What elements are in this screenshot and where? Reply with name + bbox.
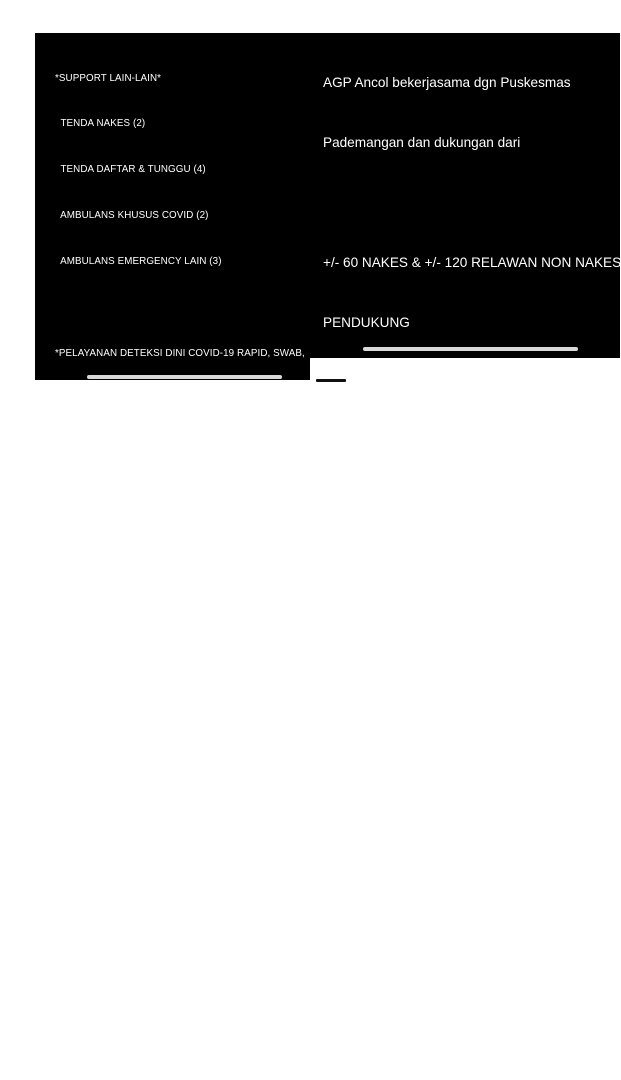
text-line: +/- 21.277 ORG (UPDATE 13JUNI) (55, 1036, 212, 1048)
text-line: PCR & YANKES LAIN* (55, 393, 157, 405)
text-line: +/- 60 NAKES & +/- 120 RELAWAN NON NAKES (323, 255, 621, 270)
text-line: PROGRAM PEMERINTAH, BERSAMA PUSKESMAS (55, 760, 293, 772)
right-screenshot-panel (310, 33, 621, 990)
text-line: TENDA RONTGEN XRAY (323, 615, 488, 630)
text-line: AGP Ancol bekerjasama dgn Puskesmas (323, 75, 571, 90)
right-note-text (323, 33, 621, 1033)
text-line: *PELAYANAN DETEKSI DINI COVID-19 RAPID, SWAB, (55, 347, 305, 359)
text-line: FASILITAS (323, 435, 390, 450)
text-line: PENDUKUNG (323, 315, 410, 330)
left-note-text (55, 40, 306, 1080)
text-line: CONFIRMED COVID-19* (55, 577, 168, 589)
text-line: DR 1453 ORG, SEMBUH +/- 1004 ORG (55, 623, 234, 635)
text-line: *AREA TREATMENT ISOLASI RANAP* (323, 795, 563, 810)
home-indicator[interactable] (363, 347, 578, 351)
text-line: TENDA PENGAMBILAN SWAB/RTK (323, 555, 556, 570)
text-line: PADEMANGAN* (55, 806, 129, 818)
text-line: TENDA DAFTAR & TUNGGU (4) (55, 164, 206, 176)
text-line (55, 897, 306, 912)
text-line: AMBULANS EMERGENCY LAIN (3) (55, 256, 222, 268)
text-line: SENTRA MAG* (55, 990, 125, 1002)
text-line (323, 373, 621, 393)
text-line: *AREA SKRINING & DETEKSI COVID-19* (323, 495, 581, 510)
text-line: TENDA ISOLASI PASIEN RAWAT INAP (323, 855, 572, 870)
text-line (323, 193, 621, 213)
text-line: *SUPPORT LAIN-LAIN* (55, 72, 162, 84)
text-line: TENDA PERSIAPAN OK (323, 975, 480, 990)
text-line: *PELAYANAN TREATMENT & MONITORING PASIEN (55, 531, 296, 543)
text-line: Pademangan dan dukungan dari (323, 135, 521, 150)
text-line: AMBULANS KHUSUS COVID (2) (55, 210, 209, 222)
divider-bar (316, 379, 346, 382)
text-line: +/- 47.776 ORG (UPDATE 13JUNI) (55, 852, 212, 864)
text-line: +/- 65.300 ORG (55, 439, 126, 451)
text-line: *DAN BERSAMA PUSKESMAS KELAPA GADING - (55, 944, 285, 956)
text-line: TENDA HCU/ICU (323, 915, 437, 930)
home-indicator[interactable] (87, 375, 282, 379)
text-line (55, 484, 306, 499)
text-line (323, 733, 621, 753)
left-screenshot-panel (35, 33, 310, 1048)
text-line (55, 667, 306, 682)
text-line (55, 300, 306, 315)
text-line: TENDA PENGAMBILAN DARAH LAB (323, 675, 559, 690)
text-line: TENDA NAKES (2) (55, 118, 146, 130)
text-line: *PELAYANAN SBG PELAKSANA VAKSINASI COVID-19 (55, 715, 306, 727)
